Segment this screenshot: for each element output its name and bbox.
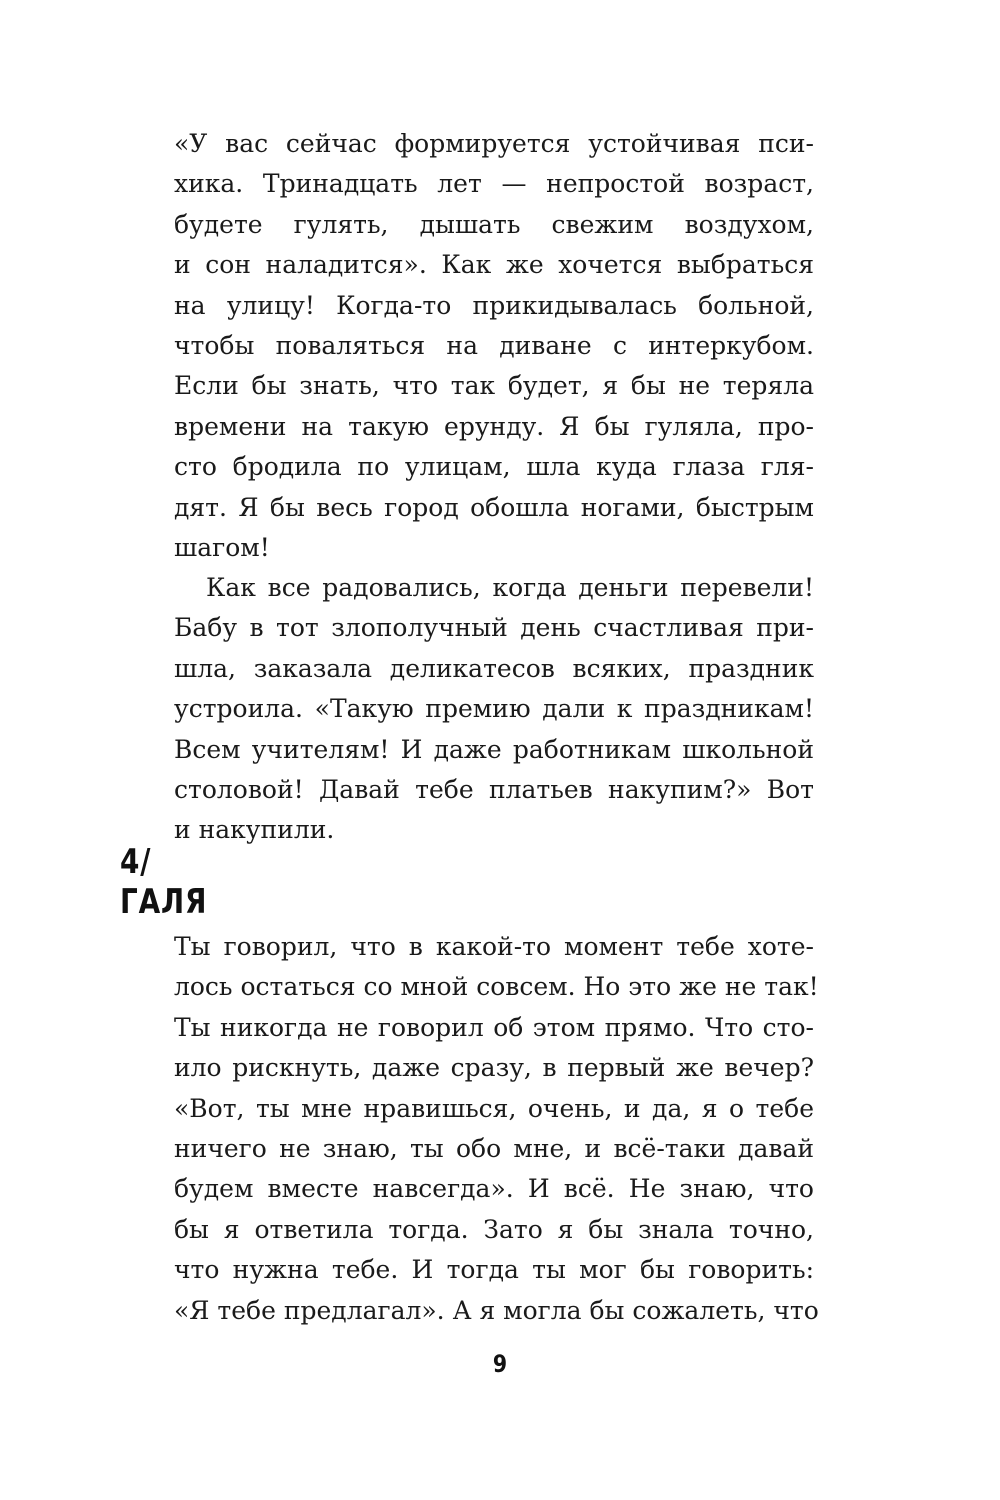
- text-line: Бабу в тот злополучный день счастливая при-: [174, 613, 814, 643]
- text-line: лось остаться со мной совсем. Но это же не так!: [174, 972, 819, 1002]
- text-line: шагом!: [174, 533, 270, 563]
- text-line: будем вместе навсегда». И всё. Не знаю, что: [174, 1174, 814, 1204]
- page-number: 9: [492, 1350, 508, 1378]
- text-line: и накупили.: [174, 815, 335, 845]
- text-line: «У вас сейчас формируется устойчивая пси-: [174, 129, 814, 158]
- text-line: Ты никогда не говорил об этом прямо. Что сто-: [174, 1012, 814, 1042]
- paragraph-2: [174, 568, 814, 851]
- chapter-number: 4/: [120, 842, 152, 882]
- text-line: Как все радовались, когда деньги перевели!: [206, 573, 814, 602]
- text-line: Если бы знать, что так будет, я бы не теряла: [174, 371, 814, 401]
- text-line: будете гулять, дышать свежим воздухом,: [174, 209, 814, 239]
- text-line: Ты говорил, что в какой-то момент тебе хоте-: [174, 932, 814, 961]
- text-line: чтобы поваляться на диване с интеркубом.: [174, 331, 814, 361]
- text-line: бы я ответила тогда. Зато я бы знала точно,: [174, 1214, 814, 1244]
- text-line: и сон наладится». Как же хочется выбраться: [174, 250, 814, 280]
- text-line: «Я тебе предлагал». А я могла бы сожалеть, что: [174, 1295, 819, 1325]
- chapter-title: ГАЛЯ: [120, 882, 208, 922]
- text-line: сто бродила по улицам, шла куда глаза гля-: [174, 452, 814, 482]
- text-line: хика. Тринадцать лет — непростой возраст,: [174, 169, 814, 199]
- text-line: шла, заказала деликатесов всяких, праздник: [174, 653, 814, 683]
- text-line: на улицу! Когда-то прикидывалась больной,: [174, 290, 814, 320]
- text-line: устроила. «Такую премию дали к праздникам!: [174, 694, 814, 724]
- text-line: Всем учителям! И даже работникам школьной: [174, 734, 814, 764]
- paragraph-1: [174, 124, 814, 568]
- text-line: что нужна тебе. И тогда ты мог бы говорить:: [174, 1255, 814, 1285]
- text-line: столовой! Давай тебе платьев накупим?» Вот: [174, 775, 814, 805]
- text-line: времени на такую ерунду. Я бы гуляла, про-: [174, 411, 814, 441]
- paragraph-3: [174, 927, 819, 1331]
- chapter-heading: [120, 842, 207, 922]
- text-line: ило рискнуть, даже сразу, в первый же вечер?: [174, 1053, 814, 1083]
- text-line: «Вот, ты мне нравишься, очень, и да, я о тебе: [174, 1093, 814, 1123]
- text-line: дят. Я бы весь город обошла ногами, быстрым: [174, 492, 814, 522]
- text-line: ничего не знаю, ты обо мне, и всё-таки давай: [174, 1134, 814, 1164]
